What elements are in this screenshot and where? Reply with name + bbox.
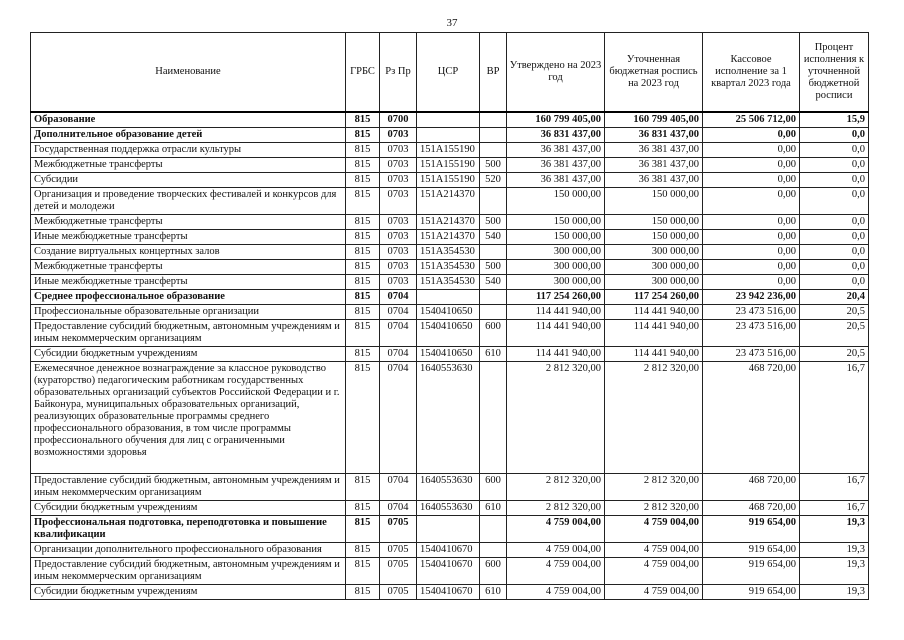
cell-approved: 300 000,00 xyxy=(507,275,605,290)
cell-rzpr: 0703 xyxy=(380,215,417,230)
cell-percent: 0,0 xyxy=(800,173,869,188)
cell-executed: 0,00 xyxy=(703,128,800,143)
cell-vr: 500 xyxy=(480,260,507,275)
cell-approved: 150 000,00 xyxy=(507,215,605,230)
cell-percent: 0,0 xyxy=(800,158,869,173)
cell-name: Межбюджетные трансферты xyxy=(31,260,346,275)
table-row xyxy=(31,230,869,245)
cell-refined: 300 000,00 xyxy=(605,275,703,290)
cell-rzpr: 0704 xyxy=(380,501,417,516)
cell-csr: 151A155190 xyxy=(417,158,480,173)
cell-approved: 4 759 004,00 xyxy=(507,516,605,543)
cell-csr: 151A214370 xyxy=(417,188,480,215)
cell-vr xyxy=(480,516,507,543)
cell-name: Предоставление субсидий бюджетным, автономным учреждениям и иным некоммерческим организациям xyxy=(31,558,346,585)
cell-vr: 610 xyxy=(480,585,507,600)
cell-rzpr: 0704 xyxy=(380,305,417,320)
cell-name: Межбюджетные трансферты xyxy=(31,215,346,230)
cell-name: Субсидии xyxy=(31,173,346,188)
cell-executed: 25 506 712,00 xyxy=(703,112,800,128)
table-row xyxy=(31,543,869,558)
cell-grbs: 815 xyxy=(346,230,380,245)
cell-executed: 23 473 516,00 xyxy=(703,305,800,320)
table-row xyxy=(31,320,869,347)
cell-name: Организация и проведение творческих фестивалей и конкурсов для детей и молодежи xyxy=(31,188,346,215)
cell-approved: 4 759 004,00 xyxy=(507,585,605,600)
cell-vr xyxy=(480,143,507,158)
cell-approved: 36 381 437,00 xyxy=(507,143,605,158)
cell-executed: 919 654,00 xyxy=(703,558,800,585)
table-row xyxy=(31,347,869,362)
cell-csr: 1540410650 xyxy=(417,305,480,320)
cell-rzpr: 0703 xyxy=(380,173,417,188)
cell-rzpr: 0703 xyxy=(380,143,417,158)
cell-approved: 117 254 260,00 xyxy=(507,290,605,305)
cell-vr: 600 xyxy=(480,558,507,585)
cell-vr: 540 xyxy=(480,275,507,290)
cell-approved: 114 441 940,00 xyxy=(507,320,605,347)
cell-name: Дополнительное образование детей xyxy=(31,128,346,143)
cell-name: Образование xyxy=(31,112,346,128)
cell-rzpr: 0704 xyxy=(380,474,417,501)
cell-percent: 20,5 xyxy=(800,347,869,362)
cell-name: Межбюджетные трансферты xyxy=(31,158,346,173)
table-row xyxy=(31,501,869,516)
cell-csr: 151A214370 xyxy=(417,215,480,230)
cell-rzpr: 0703 xyxy=(380,128,417,143)
cell-rzpr: 0700 xyxy=(380,112,417,128)
table-row xyxy=(31,215,869,230)
cell-approved: 36 831 437,00 xyxy=(507,128,605,143)
cell-csr xyxy=(417,290,480,305)
cell-name: Иные межбюджетные трансферты xyxy=(31,275,346,290)
cell-refined: 150 000,00 xyxy=(605,230,703,245)
cell-rzpr: 0703 xyxy=(380,230,417,245)
cell-csr: 151A354530 xyxy=(417,275,480,290)
cell-name: Среднее профессиональное образование xyxy=(31,290,346,305)
cell-vr: 520 xyxy=(480,173,507,188)
cell-percent: 16,7 xyxy=(800,501,869,516)
cell-approved: 36 381 437,00 xyxy=(507,158,605,173)
cell-rzpr: 0704 xyxy=(380,347,417,362)
cell-executed: 0,00 xyxy=(703,158,800,173)
cell-csr: 1540410650 xyxy=(417,320,480,347)
cell-grbs: 815 xyxy=(346,362,380,474)
table-row xyxy=(31,585,869,600)
cell-approved: 300 000,00 xyxy=(507,260,605,275)
cell-executed: 0,00 xyxy=(703,143,800,158)
table-row xyxy=(31,362,869,474)
cell-percent: 19,3 xyxy=(800,516,869,543)
cell-executed: 0,00 xyxy=(703,215,800,230)
cell-csr: 1640553630 xyxy=(417,501,480,516)
cell-grbs: 815 xyxy=(346,158,380,173)
cell-vr: 500 xyxy=(480,215,507,230)
table-row xyxy=(31,290,869,305)
cell-grbs: 815 xyxy=(346,305,380,320)
cell-refined: 114 441 940,00 xyxy=(605,347,703,362)
cell-refined: 2 812 320,00 xyxy=(605,362,703,474)
header-name: Наименование xyxy=(31,33,346,113)
cell-percent: 19,3 xyxy=(800,543,869,558)
cell-percent: 20,5 xyxy=(800,320,869,347)
cell-rzpr: 0705 xyxy=(380,543,417,558)
cell-approved: 114 441 940,00 xyxy=(507,305,605,320)
cell-rzpr: 0703 xyxy=(380,245,417,260)
cell-executed: 23 942 236,00 xyxy=(703,290,800,305)
table-row xyxy=(31,260,869,275)
cell-rzpr: 0703 xyxy=(380,188,417,215)
header-vr: ВР xyxy=(480,33,507,113)
cell-executed: 919 654,00 xyxy=(703,516,800,543)
cell-csr: 151A155190 xyxy=(417,173,480,188)
budget-execution-table xyxy=(30,32,869,600)
cell-vr: 540 xyxy=(480,230,507,245)
cell-grbs: 815 xyxy=(346,516,380,543)
cell-executed: 468 720,00 xyxy=(703,501,800,516)
header-executed: Кассовое исполнение за 1 квартал 2023 года xyxy=(703,33,800,113)
table-row xyxy=(31,245,869,260)
cell-refined: 300 000,00 xyxy=(605,260,703,275)
cell-percent: 0,0 xyxy=(800,128,869,143)
cell-name: Субсидии бюджетным учреждениям xyxy=(31,347,346,362)
cell-grbs: 815 xyxy=(346,558,380,585)
cell-name: Профессиональная подготовка, переподготовка и повышение квалификации xyxy=(31,516,346,543)
cell-name: Предоставление субсидий бюджетным, автономным учреждениям и иным некоммерческим организациям xyxy=(31,474,346,501)
cell-refined: 36 381 437,00 xyxy=(605,158,703,173)
table-row xyxy=(31,143,869,158)
cell-rzpr: 0703 xyxy=(380,158,417,173)
cell-vr xyxy=(480,128,507,143)
cell-vr xyxy=(480,188,507,215)
cell-percent: 0,0 xyxy=(800,260,869,275)
cell-csr: 1540410670 xyxy=(417,585,480,600)
cell-name: Государственная поддержка отрасли культуры xyxy=(31,143,346,158)
cell-percent: 19,3 xyxy=(800,585,869,600)
cell-executed: 919 654,00 xyxy=(703,543,800,558)
table-row xyxy=(31,128,869,143)
cell-csr: 1540410670 xyxy=(417,558,480,585)
cell-approved: 160 799 405,00 xyxy=(507,112,605,128)
cell-csr: 1640553630 xyxy=(417,362,480,474)
cell-grbs: 815 xyxy=(346,347,380,362)
cell-csr: 151A214370 xyxy=(417,230,480,245)
cell-vr xyxy=(480,290,507,305)
table-row xyxy=(31,558,869,585)
cell-csr: 1640553630 xyxy=(417,474,480,501)
cell-refined: 2 812 320,00 xyxy=(605,474,703,501)
table-header-row xyxy=(31,33,869,113)
cell-vr xyxy=(480,245,507,260)
cell-approved: 150 000,00 xyxy=(507,230,605,245)
cell-name: Субсидии бюджетным учреждениям xyxy=(31,585,346,600)
cell-grbs: 815 xyxy=(346,275,380,290)
cell-executed: 0,00 xyxy=(703,173,800,188)
cell-approved: 2 812 320,00 xyxy=(507,362,605,474)
cell-executed: 0,00 xyxy=(703,275,800,290)
cell-grbs: 815 xyxy=(346,245,380,260)
cell-vr: 610 xyxy=(480,347,507,362)
cell-refined: 114 441 940,00 xyxy=(605,320,703,347)
cell-csr: 151A354530 xyxy=(417,260,480,275)
cell-percent: 0,0 xyxy=(800,143,869,158)
cell-approved: 36 381 437,00 xyxy=(507,173,605,188)
cell-rzpr: 0703 xyxy=(380,275,417,290)
cell-name: Организации дополнительного профессионального образования xyxy=(31,543,346,558)
cell-grbs: 815 xyxy=(346,112,380,128)
cell-percent: 0,0 xyxy=(800,275,869,290)
cell-executed: 0,00 xyxy=(703,230,800,245)
cell-grbs: 815 xyxy=(346,320,380,347)
cell-refined: 36 381 437,00 xyxy=(605,173,703,188)
cell-name: Ежемесячное денежное вознаграждение за классное руководство (кураторство) педагогическим работникам государственных образовательных организаций субъектов Российской Федерации и г. Байконура, муниципальных образовательных организаций, реализующих образовательные программы среднего профессионального образования, в том числе программы профессионального обучения для лиц с ограниченными возможностями здоровья xyxy=(31,362,346,474)
cell-percent: 16,7 xyxy=(800,362,869,474)
cell-grbs: 815 xyxy=(346,474,380,501)
cell-grbs: 815 xyxy=(346,290,380,305)
table-row xyxy=(31,188,869,215)
cell-grbs: 815 xyxy=(346,543,380,558)
cell-percent: 0,0 xyxy=(800,215,869,230)
table-row xyxy=(31,173,869,188)
cell-percent: 0,0 xyxy=(800,245,869,260)
cell-executed: 0,00 xyxy=(703,188,800,215)
cell-refined: 4 759 004,00 xyxy=(605,516,703,543)
cell-refined: 117 254 260,00 xyxy=(605,290,703,305)
cell-approved: 4 759 004,00 xyxy=(507,543,605,558)
cell-grbs: 815 xyxy=(346,173,380,188)
header-refined: Уточненная бюджетная роспись на 2023 год xyxy=(605,33,703,113)
cell-csr: 1540410670 xyxy=(417,543,480,558)
table-row xyxy=(31,158,869,173)
cell-rzpr: 0704 xyxy=(380,320,417,347)
cell-executed: 23 473 516,00 xyxy=(703,320,800,347)
cell-csr: 151A155190 xyxy=(417,143,480,158)
cell-refined: 2 812 320,00 xyxy=(605,501,703,516)
cell-grbs: 815 xyxy=(346,143,380,158)
table-row xyxy=(31,305,869,320)
cell-vr: 600 xyxy=(480,474,507,501)
cell-executed: 0,00 xyxy=(703,260,800,275)
cell-vr: 610 xyxy=(480,501,507,516)
cell-percent: 20,4 xyxy=(800,290,869,305)
cell-approved: 2 812 320,00 xyxy=(507,501,605,516)
cell-grbs: 815 xyxy=(346,215,380,230)
table-row xyxy=(31,112,869,128)
cell-vr xyxy=(480,362,507,474)
cell-rzpr: 0704 xyxy=(380,362,417,474)
cell-approved: 300 000,00 xyxy=(507,245,605,260)
cell-vr xyxy=(480,305,507,320)
header-percent: Процент исполнения к уточненной бюджетной росписи xyxy=(800,33,869,113)
cell-name: Создание виртуальных концертных залов xyxy=(31,245,346,260)
cell-name: Профессиональные образовательные организации xyxy=(31,305,346,320)
cell-approved: 2 812 320,00 xyxy=(507,474,605,501)
cell-percent: 19,3 xyxy=(800,558,869,585)
table-row xyxy=(31,516,869,543)
page-number: 37 xyxy=(446,17,458,29)
cell-csr xyxy=(417,128,480,143)
cell-refined: 150 000,00 xyxy=(605,188,703,215)
cell-refined: 36 831 437,00 xyxy=(605,128,703,143)
cell-approved: 114 441 940,00 xyxy=(507,347,605,362)
table-row xyxy=(31,275,869,290)
cell-vr xyxy=(480,112,507,128)
cell-csr: 1540410650 xyxy=(417,347,480,362)
cell-grbs: 815 xyxy=(346,260,380,275)
cell-csr xyxy=(417,516,480,543)
header-grbs: ГРБС xyxy=(346,33,380,113)
cell-refined: 36 381 437,00 xyxy=(605,143,703,158)
cell-rzpr: 0705 xyxy=(380,516,417,543)
cell-executed: 919 654,00 xyxy=(703,585,800,600)
cell-percent: 0,0 xyxy=(800,188,869,215)
cell-approved: 4 759 004,00 xyxy=(507,558,605,585)
cell-rzpr: 0705 xyxy=(380,585,417,600)
table-body xyxy=(31,112,869,600)
cell-percent: 15,9 xyxy=(800,112,869,128)
cell-refined: 4 759 004,00 xyxy=(605,543,703,558)
header-rzpr: Рз Пр xyxy=(380,33,417,113)
cell-executed: 468 720,00 xyxy=(703,474,800,501)
cell-grbs: 815 xyxy=(346,128,380,143)
cell-executed: 0,00 xyxy=(703,245,800,260)
cell-csr: 151A354530 xyxy=(417,245,480,260)
cell-rzpr: 0704 xyxy=(380,290,417,305)
cell-percent: 20,5 xyxy=(800,305,869,320)
cell-refined: 4 759 004,00 xyxy=(605,558,703,585)
cell-grbs: 815 xyxy=(346,585,380,600)
header-csr: ЦСР xyxy=(417,33,480,113)
cell-executed: 468 720,00 xyxy=(703,362,800,474)
cell-name: Иные межбюджетные трансферты xyxy=(31,230,346,245)
table-row xyxy=(31,474,869,501)
cell-refined: 300 000,00 xyxy=(605,245,703,260)
cell-name: Субсидии бюджетным учреждениям xyxy=(31,501,346,516)
cell-grbs: 815 xyxy=(346,188,380,215)
cell-vr: 500 xyxy=(480,158,507,173)
cell-csr xyxy=(417,112,480,128)
cell-refined: 150 000,00 xyxy=(605,215,703,230)
cell-percent: 0,0 xyxy=(800,230,869,245)
header-approved: Утверждено на 2023 год xyxy=(507,33,605,113)
cell-rzpr: 0703 xyxy=(380,260,417,275)
cell-executed: 23 473 516,00 xyxy=(703,347,800,362)
cell-grbs: 815 xyxy=(346,501,380,516)
cell-approved: 150 000,00 xyxy=(507,188,605,215)
cell-rzpr: 0705 xyxy=(380,558,417,585)
cell-vr xyxy=(480,543,507,558)
cell-refined: 114 441 940,00 xyxy=(605,305,703,320)
cell-refined: 160 799 405,00 xyxy=(605,112,703,128)
cell-percent: 16,7 xyxy=(800,474,869,501)
cell-vr: 600 xyxy=(480,320,507,347)
cell-name: Предоставление субсидий бюджетным, автономным учреждениям и иным некоммерческим организациям xyxy=(31,320,346,347)
cell-refined: 4 759 004,00 xyxy=(605,585,703,600)
